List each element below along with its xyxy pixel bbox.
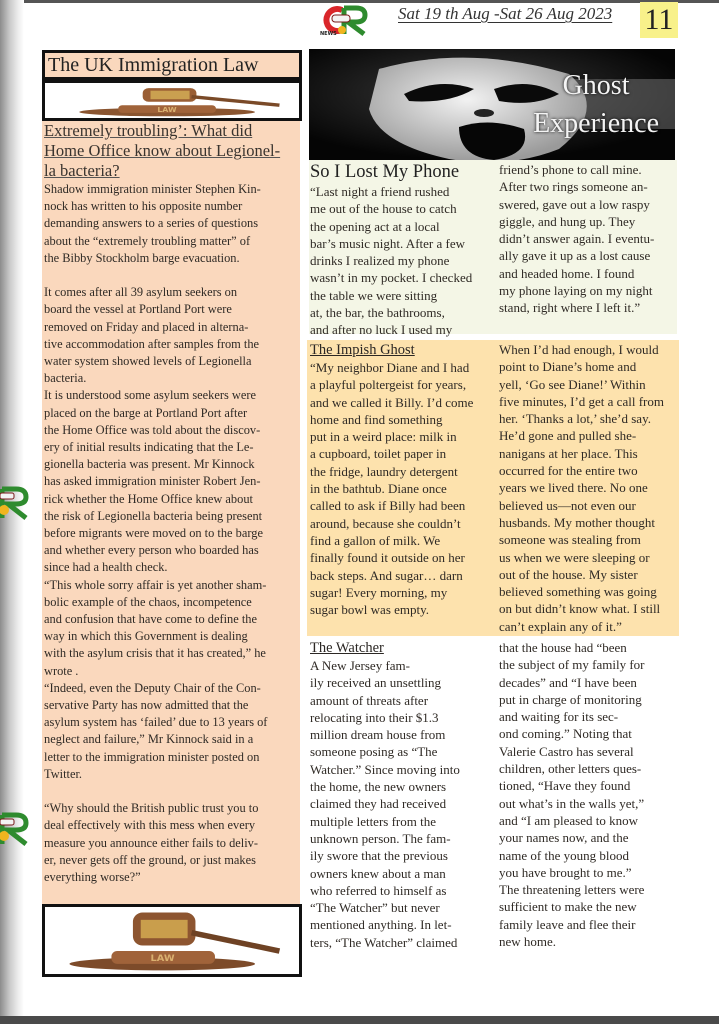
text-line: million dream house from <box>310 727 446 743</box>
text-line: wrote . <box>44 663 79 678</box>
side-margin-logo <box>0 810 34 846</box>
text-line: Twitter. <box>44 766 83 781</box>
text-line: and confusion that have come to define the <box>44 612 257 627</box>
text-line: unknown person. The fam- <box>310 830 451 846</box>
ghost-experience-title <box>533 67 659 143</box>
text-line: swered, gave out a low raspy <box>499 196 650 212</box>
text-line: in the bathtub. Diane once <box>310 481 447 497</box>
headline-line: Extremely troubling’: What did <box>44 121 253 140</box>
text-line: children, other letters ques- <box>499 761 642 777</box>
text-line: me out of the house to catch <box>310 201 457 217</box>
immigration-article-body <box>44 181 300 886</box>
text-line: everything worse?” <box>44 870 141 885</box>
watcher-story-col1 <box>310 639 496 951</box>
text-line: Shadow immigration minister Stephen Kin- <box>44 182 261 196</box>
svg-text:NEWS: NEWS <box>320 31 337 36</box>
text-line: yell, ‘Go see Diane!’ Within <box>499 376 646 392</box>
text-line: tive accommodation after samples from the <box>44 336 260 351</box>
text-line: a playful poltergeist for years, <box>310 377 467 393</box>
text-line: can’t explain any of it.” <box>499 618 622 634</box>
text-line: It comes after all 39 asylum seekers on <box>44 285 238 300</box>
text-line: since had a health check. <box>44 560 168 575</box>
text-line: the subject of my family for <box>499 657 645 673</box>
text-line: about the “extremely troubling matter” of <box>44 233 251 248</box>
text-line: way in which this Government is dealing <box>44 629 248 644</box>
text-line: removed on Friday and placed in alterna- <box>44 319 249 334</box>
text-line: asylum system has ‘failed’ due to 13 years of <box>44 715 268 730</box>
text-line: sugar! Every morning, my <box>310 584 448 600</box>
text-line: and headed home. I found <box>499 265 635 281</box>
text-line: ters, “The Watcher” claimed <box>310 934 458 950</box>
text-line: sufficient to make the new <box>499 899 637 915</box>
viewer-top-bar <box>0 0 719 3</box>
text-line: before migrants were moved on to the barge <box>44 526 263 541</box>
text-line: rick whether the Home Office knew about <box>44 491 253 506</box>
text-line: you have brought to me.” <box>499 864 632 880</box>
text-line: claimed they had received <box>310 796 447 812</box>
cr-news-logo <box>320 4 376 36</box>
text-line: board the vessel at Portland Port were <box>44 302 232 317</box>
text-line: your names now, and the <box>499 830 629 846</box>
text-line: us when we were sleeping or <box>499 549 650 565</box>
text-line: bacteria. <box>44 371 87 386</box>
text-line: bolic example of the chaos, incompetence <box>44 594 252 609</box>
text-line: mentioned anything. In let- <box>310 917 452 933</box>
side-margin-logo <box>0 484 34 520</box>
article-paragraph <box>44 181 300 267</box>
text-line: back steps. And sugar… darn <box>310 567 463 583</box>
text-line: “This whole sorry affair is yet another sham- <box>44 577 267 592</box>
text-line: the opening act at a local <box>310 218 440 234</box>
ghost-title-line: Experience <box>533 108 659 139</box>
ghost-experience-banner <box>309 49 675 160</box>
text-line: It is understood some asylum seekers were <box>44 388 256 403</box>
immigration-headline <box>44 121 300 181</box>
article-paragraph <box>44 284 300 387</box>
text-line: someone posing as “The <box>310 744 438 760</box>
text-line: the Home Office was told about the discov- <box>44 422 261 437</box>
text-line: with the asylum crisis that it has created,” he <box>44 646 266 661</box>
text-line: called to ask if Billy had been <box>310 498 466 514</box>
text-line: the home, the new owners <box>310 779 447 795</box>
text-line: The threatening letters were <box>499 882 645 898</box>
text-line: “Last night a friend rushed <box>310 184 450 199</box>
text-line: placed on the barge at Portland Port after <box>44 405 248 420</box>
text-line: home and find something <box>310 411 443 427</box>
watcher-story-col2 <box>499 639 683 950</box>
text-line: who referred to himself as <box>310 882 447 898</box>
text-line: out of the house. My sister <box>499 566 638 582</box>
text-line: “The Watcher” but never <box>310 900 440 916</box>
text-line: “Why should the British public trust you to <box>44 801 259 816</box>
text-line: stand, right where I left it.” <box>499 300 641 316</box>
article-paragraph <box>44 680 300 783</box>
viewer-bottom-bar <box>0 1016 719 1024</box>
text-line: put in a weird place: milk in <box>310 429 457 445</box>
text-line: bar’s music night. After a few <box>310 235 465 251</box>
text-line: a cupboard, toilet paper in <box>310 446 447 462</box>
text-line: and “I am pleased to know <box>499 812 638 828</box>
text-line: owners knew about a man <box>310 865 446 881</box>
text-line: er, never gets off the ground, or just makes <box>44 852 256 867</box>
text-line: the table we were sitting <box>310 287 438 303</box>
page-number: 11 <box>640 2 678 38</box>
text-line: that the house had “been <box>499 640 627 655</box>
law-gavel-image-top <box>42 80 302 121</box>
text-line: measure you announce either fails to deliv- <box>44 835 259 850</box>
text-line: Valerie Castro has several <box>499 743 634 759</box>
text-line: ily received an unsettling <box>310 675 442 691</box>
text-line: occurred for the entire two <box>499 463 638 479</box>
text-line: believed something was going <box>499 584 657 600</box>
text-line: years we lived there. No one <box>499 480 648 496</box>
text-line: didn’t answer again. I eventu- <box>499 231 655 247</box>
text-line: amount of threats after <box>310 692 429 708</box>
text-line: neglect and failure,” Mr Kinnock said in a <box>44 732 254 747</box>
text-line: five minutes, I’d get a call from <box>499 393 664 409</box>
text-line: around, because she couldn’t <box>310 515 461 531</box>
text-line: He’d gone and pulled she- <box>499 428 637 444</box>
text-line: After two rings someone an- <box>499 179 648 195</box>
text-line: finally found it outside on her <box>310 550 465 566</box>
text-line: and whether every person who boarded has <box>44 543 259 558</box>
impish-ghost-story-col2 <box>499 341 683 635</box>
text-line: friend’s phone to call mine. <box>499 162 642 177</box>
impish-ghost-story-col1 <box>310 341 496 618</box>
text-line: letter to the immigration minister posted on <box>44 749 260 764</box>
text-line: find a gallon of milk. We <box>310 532 441 548</box>
article-paragraph <box>44 577 300 680</box>
ghost-title-line: Ghost <box>562 70 630 101</box>
text-line: gionella bacteria was present. Mr Kinnock <box>44 457 255 472</box>
text-line: decades” and “I have been <box>499 674 637 690</box>
text-line: multiple letters from the <box>310 813 436 829</box>
text-line: and waiting for its sec- <box>499 709 619 725</box>
text-line: nanigans at her place. This <box>499 445 638 461</box>
text-line: When I’d had enough, I would <box>499 342 659 357</box>
lost-phone-story-col2 <box>499 161 683 317</box>
issue-date-range: Sat 19 th Aug -Sat 26 Aug 2023 <box>398 4 613 23</box>
text-line: Watcher.” Since moving into <box>310 761 460 777</box>
text-line: her. ‘Thanks a lot,’ she’d say. <box>499 411 651 427</box>
text-line: ally gave it up as a lost cause <box>499 248 651 264</box>
text-line: husbands. My mother thought <box>499 514 655 530</box>
text-line: family leave and flee their <box>499 916 636 932</box>
text-line: new home. <box>499 934 557 950</box>
headline-line: la bacteria? <box>44 161 120 180</box>
text-line: believed us—not even our <box>499 497 636 513</box>
text-line: water system showed levels of Legionella <box>44 354 252 369</box>
text-line: nock has written to his opposite number <box>44 199 243 214</box>
text-line: the Bibby Stockholm barge evacuation. <box>44 250 240 265</box>
text-line: A New Jersey fam- <box>310 658 410 673</box>
text-line: “My neighbor Diane and I had <box>310 360 470 375</box>
watcher-title: The Watcher <box>310 640 384 656</box>
lost-phone-story-col1 <box>310 161 496 339</box>
lost-phone-title: So I Lost My Phone <box>310 162 460 182</box>
text-line: out what’s in the walls yet,” <box>499 795 645 811</box>
text-line: my phone laying on my night <box>499 283 653 299</box>
text-line: at, the bar, the bathrooms, <box>310 305 445 321</box>
text-line: drinks I realized my phone <box>310 253 450 269</box>
headline-line: Home Office know about Legionel- <box>44 141 281 160</box>
text-line: name of the young blood <box>499 847 629 863</box>
text-line: ily swore that the previous <box>310 848 448 864</box>
svg-text:LAW: LAW <box>157 105 177 114</box>
text-line: servative Party has now admitted that the <box>44 698 249 713</box>
text-line: the fridge, laundry detergent <box>310 463 458 479</box>
immigration-section-title: The UK Immigration Law <box>42 50 302 80</box>
text-line: deal effectively with this mess when every <box>44 818 256 833</box>
article-paragraph <box>44 800 300 886</box>
text-line: giggle, and hung up. They <box>499 213 636 229</box>
text-line: on but didn’t know what. I still <box>499 601 661 617</box>
text-line: the risk of Legionella bacteria being present <box>44 508 263 523</box>
text-line: “Indeed, even the Deputy Chair of the Con- <box>44 680 261 695</box>
article-paragraph <box>44 387 300 576</box>
text-line: sugar bowl was empty. <box>310 602 430 618</box>
text-line: has asked immigration minister Robert Jen- <box>44 474 261 489</box>
text-line: put in charge of monitoring <box>499 691 642 707</box>
text-line: ery of initial results indicating that the Le- <box>44 440 254 455</box>
text-line: point to Diane’s home and <box>499 359 637 375</box>
text-line: and after no luck I used my <box>310 322 453 338</box>
text-line: wasn’t in my pocket. I checked <box>310 270 473 286</box>
text-line: demanding answers to a series of questions <box>44 216 259 231</box>
law-gavel-image-bottom <box>42 904 302 977</box>
impish-ghost-title: The Impish Ghost <box>310 342 415 358</box>
text-line: relocating into their $1.3 <box>310 709 439 725</box>
text-line: tioned, “Have they found <box>499 778 631 794</box>
svg-text:LAW: LAW <box>150 953 175 965</box>
text-line: and we called it Billy. I’d come <box>310 394 474 410</box>
text-line: someone was stealing from <box>499 532 641 548</box>
text-line: ond coming.” Noting that <box>499 726 632 742</box>
